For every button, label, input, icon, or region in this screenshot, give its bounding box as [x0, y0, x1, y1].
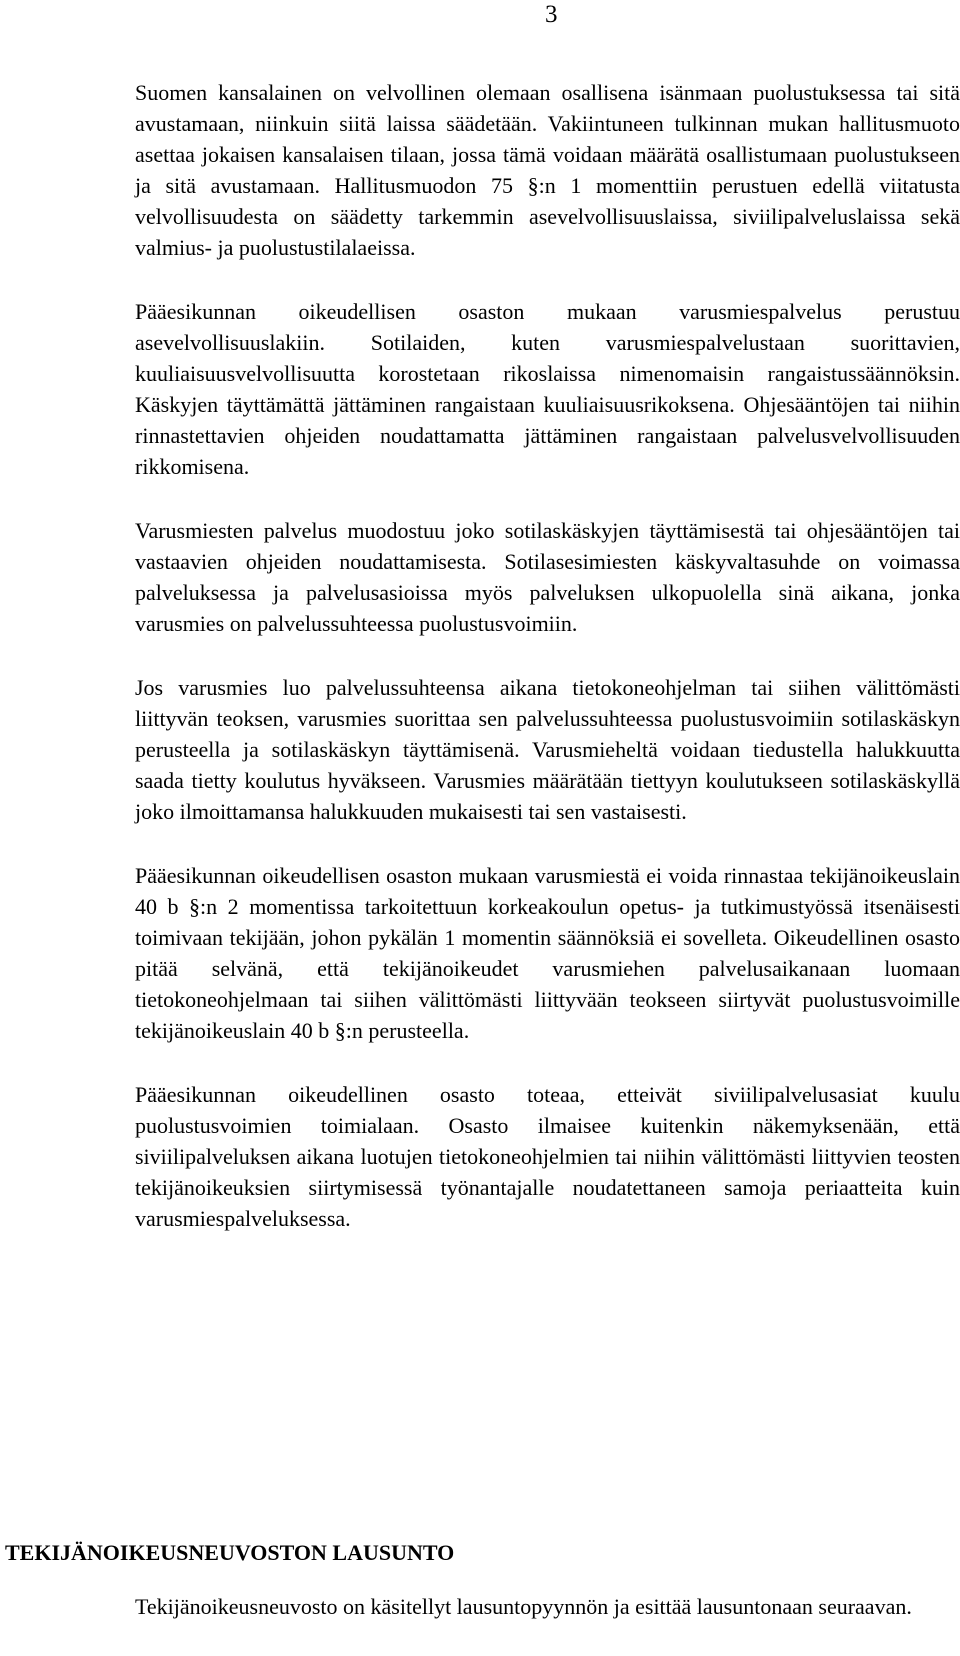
document-body	[135, 77, 960, 1267]
paragraph-2: Pääesikunnan oikeudellisen osaston mukaan varusmiespalvelus perustuu asevelvollisuuslakiin. Sotilaiden, kuten varusmiespalvelustaan suorittavien, kuuliaisuusvelvollisuutta korostetaan rikoslaissa nimenomaisin rangaistussäännöksin. Käskyjen täyttämättä jättäminen rangaistaan kuuliaisuusrikoksena. Ohjesääntöjen tai niihin rinnastettavien ohjeiden noudattamatta jättäminen rangaistaan palvelusvelvollisuuden rikkomisena.	[135, 299, 960, 479]
section-heading: TEKIJÄNOIKEUSNEUVOSTON LAUSUNTO	[5, 1540, 455, 1565]
final-section	[135, 1591, 960, 1622]
page-number: 3	[545, 1, 558, 28]
paragraph-1: Suomen kansalainen on velvollinen olemaan osallisena isänmaan puolustuksessa tai sitä avustamaan, niinkuin siitä laissa säädetään. Vakiintuneen tulkinnan mukan hallitusmuoto asettaa jokaisen kansalaisen tilaan, jossa tämä voidaan määrätä osallistumaan puolustukseen ja sitä avustamaan. Hallitusmuodon 75 §:n 1 momenttiin perustuen edellä viitatusta velvollisuudesta on säädetty tarkemmin asevelvollisuuslaissa, siviilipalveluslaissa sekä valmius- ja puolustustilalaeissa.	[135, 80, 960, 260]
paragraph-5: Pääesikunnan oikeudellisen osaston mukaan varusmiestä ei voida rinnastaa tekijänoikeuslain 40 b §:n 2 momentissa tarkoitettuun korkeakoulun opetus- ja tutkimustyössä itsenäisesti toimivaan tekijään, johon pykälän 1 momentin säännöksiä ei sovelleta. Oikeudellinen osasto pitää selvänä, että tekijänoikeudet varusmiehen palvelusaikanaan luomaan tietokoneohjelmaan tai siihen välittömästi liittyvään teokseen siirtyvät puolustusvoimille tekijänoikeuslain 40 b §:n perusteella.	[135, 863, 960, 1043]
paragraph-3: Varusmiesten palvelus muodostuu joko sotilaskäskyjen täyttämisestä tai ohjesääntöjen tai vastaavien ohjeiden noudattamisesta. Sotilasesimiesten käskyvaltasuhde on voimassa palveluksessa ja palvelusasioissa myös palveluksen ulkopuolella sinä aikana, jonka varusmies on palvelussuhteessa puolustusvoimiin.	[135, 518, 960, 636]
final-paragraph: Tekijänoikeusneuvosto on käsitellyt lausuntopyynnön ja esittää lausuntonaan seuraavan.	[135, 1594, 912, 1619]
paragraph-4: Jos varusmies luo palvelussuhteensa aikana tietokoneohjelman tai siihen välittömästi liittyvän teoksen, varusmies suorittaa sen palvelussuhteessa puolustusvoimiin sotilaskäskyn perusteella ja sotilaskäskyn täyttämisenä. Varusmieheltä voidaan tiedustella halukkuutta saada tietty koulutus hyväkseen. Varusmies määrätään tiettyyn koulutukseen sotilaskäskyllä joko ilmoittamansa halukkuuden mukaisesti tai sen vastaisesti.	[135, 675, 960, 824]
paragraph-6: Pääesikunnan oikeudellinen osasto toteaa, etteivät siviilipalvelusasiat kuulu puolustusvoimien toimialaan. Osasto ilmaisee kuitenkin näkemyksenään, että siviilipalveluksen aikana luotujen tietokoneohjelmien tai niihin välittömästi liittyvien teosten tekijänoikeuksien siirtymisessä työnantajalle noudatettaneen samoja periaatteita kuin varusmiespalveluksessa.	[135, 1082, 960, 1231]
